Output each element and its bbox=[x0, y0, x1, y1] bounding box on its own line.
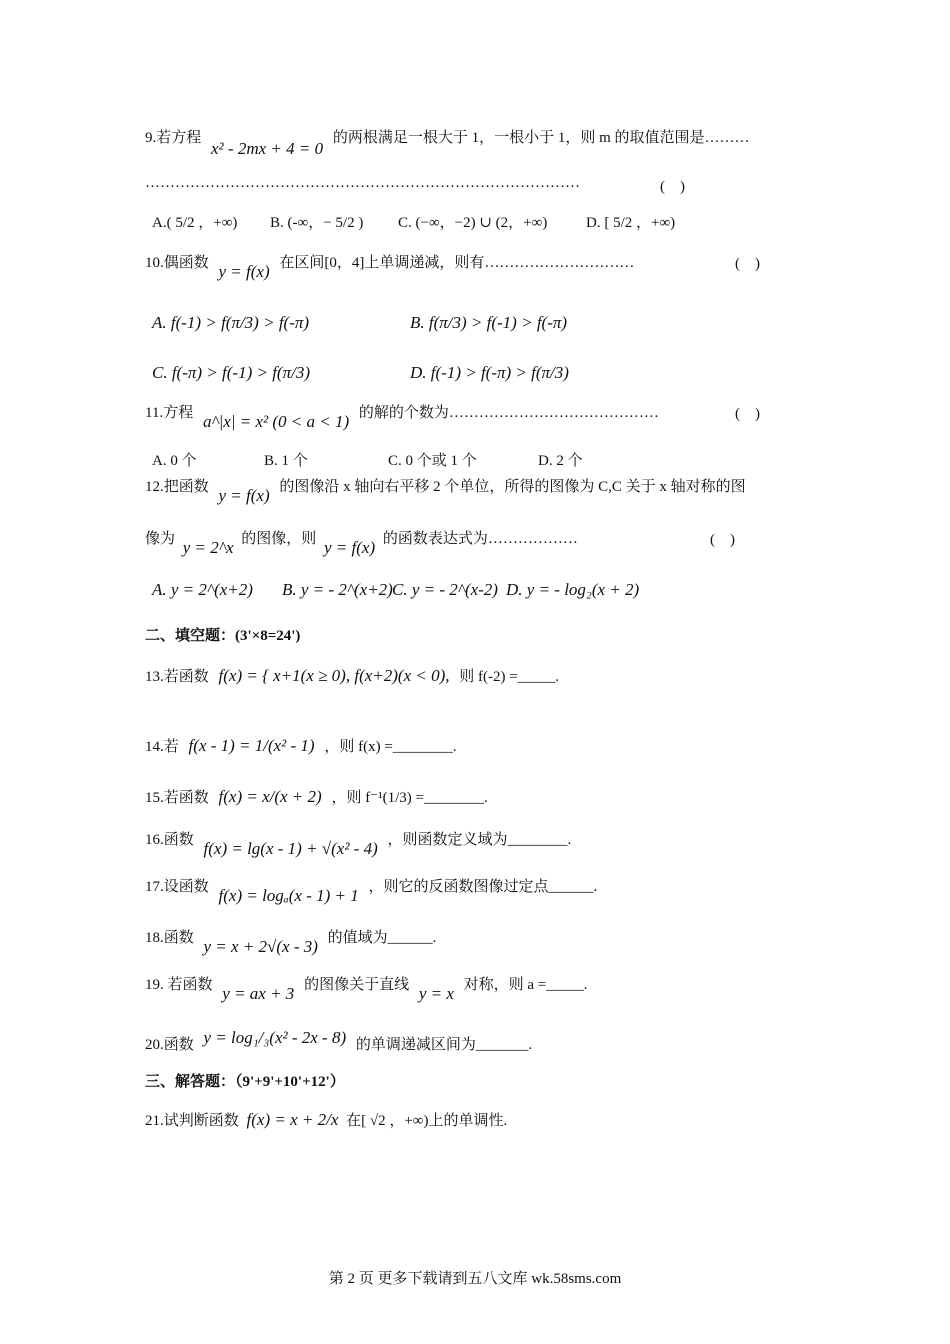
q12-option-a: A. y = 2^(x+2) bbox=[152, 580, 253, 599]
q10-equation: y = f(x) bbox=[218, 262, 270, 281]
q21-equation: f(x) = x + 2/x bbox=[246, 1110, 339, 1129]
q20-tail: 的单调递减区间为_______. bbox=[355, 1037, 533, 1053]
q19-equation-2: y = x bbox=[418, 984, 454, 1003]
q17 bbox=[145, 876, 598, 905]
q12-option-d: D. y = - log₂(x + 2) bbox=[506, 580, 640, 599]
q10-stem bbox=[145, 252, 635, 281]
q11-equation: a^|x| = x² (0 < a < 1) bbox=[202, 412, 350, 431]
q16-tail: ，则函数定义域为________. bbox=[387, 832, 572, 848]
q18-equation: y = x + 2√(x - 3) bbox=[203, 937, 318, 956]
q16 bbox=[145, 829, 572, 858]
q19-mid: 的图像关于直线 bbox=[304, 977, 410, 993]
q10-option-a: A. f(-1) > f(π/3) > f(-π) bbox=[152, 313, 310, 332]
q11-option-d: D. 2 个 bbox=[538, 453, 583, 469]
q13-tail: 则 f(-2) =_____. bbox=[459, 669, 559, 685]
q20-stem: 20.函数 bbox=[145, 1037, 194, 1053]
q12-stem-b: 的图像沿 x 轴向右平移 2 个单位，所得的图像为 C,C 关于 x 轴对称的图 bbox=[279, 479, 746, 495]
q19-stem: 19. 若函数 bbox=[145, 977, 213, 993]
q14-stem: 14.若 bbox=[145, 739, 179, 755]
q17-stem: 17.设函数 bbox=[145, 879, 209, 895]
q16-equation: f(x) = lg(x - 1) + √(x² - 4) bbox=[203, 839, 378, 858]
q10-option-c: C. f(-π) > f(-1) > f(π/3) bbox=[152, 363, 310, 382]
q19-tail: 对称，则 a =_____. bbox=[463, 977, 588, 993]
q12-equation-2: y = 2^x bbox=[182, 538, 234, 557]
q12-equation: y = f(x) bbox=[218, 486, 270, 505]
q11-option-c: C. 0 个或 1 个 bbox=[388, 453, 477, 469]
q21 bbox=[145, 1110, 507, 1131]
q12-equation-3: y = f(x) bbox=[324, 538, 376, 557]
q18 bbox=[145, 927, 437, 956]
q9-option-c: C. (−∞，−2) ∪ (2，+∞) bbox=[398, 215, 548, 231]
q12-option-c: C. y = - 2^(x-2) bbox=[392, 580, 498, 599]
q9-stem-b: 的两根满足一根大于 1，一根小于 1，则 m 的取值范围是……… bbox=[332, 130, 750, 146]
page-footer: 第 2 页 更多下载请到五八文库 wk.58sms.com bbox=[328, 1271, 622, 1287]
q17-equation: f(x) = logₐ(x - 1) + 1 bbox=[218, 886, 359, 905]
q15-stem: 15.若函数 bbox=[145, 790, 209, 806]
q9-option-a: A.( 5/2 ，+∞) bbox=[152, 215, 238, 231]
section-fill-in-heading: 二、填空题：(3'×8=24') bbox=[145, 628, 301, 644]
q11-option-b: B. 1 个 bbox=[264, 453, 308, 469]
q10-option-d: D. f(-1) > f(-π) > f(π/3) bbox=[410, 363, 569, 382]
q12-answer-paren: ( ) bbox=[710, 532, 735, 548]
q16-stem: 16.函数 bbox=[145, 832, 194, 848]
q21-tail: 在[ √2 ，+∞)上的单调性. bbox=[346, 1113, 508, 1129]
q17-tail: ，则它的反函数图像过定点______. bbox=[368, 879, 598, 895]
q9-stem bbox=[145, 127, 750, 158]
q20-equation: y = log₁/₃(x² - 2x - 8) bbox=[203, 1028, 347, 1047]
section-answer-heading: 三、解答题：（9'+9'+10'+12'） bbox=[145, 1074, 345, 1090]
q13-equation: f(x) = { x+1(x ≥ 0), f(x+2)(x < 0), bbox=[218, 666, 450, 685]
q11-option-a: A. 0 个 bbox=[152, 453, 197, 469]
q11-stem-b: 的解的个数为…………………………………… bbox=[358, 405, 659, 421]
q9-answer-paren: ( ) bbox=[660, 179, 685, 195]
q10-answer-paren: ( ) bbox=[735, 256, 760, 272]
q11-stem bbox=[145, 402, 659, 431]
q20 bbox=[145, 1028, 533, 1055]
q12-stem-a: 12.把函数 bbox=[145, 479, 209, 495]
q14-equation: f(x - 1) = 1/(x² - 1) bbox=[188, 736, 315, 755]
q9-option-d: D. [ 5/2 ，+∞) bbox=[586, 215, 676, 231]
q9-stem-a: 9.若方程 bbox=[145, 130, 202, 146]
q15 bbox=[145, 787, 488, 808]
q9-equation: x² - 2mx + 4 = 0 bbox=[211, 139, 324, 158]
q14 bbox=[145, 736, 457, 757]
q12-stem-line2 bbox=[145, 528, 578, 557]
q15-tail: ，则 f⁻¹(1/3) =________. bbox=[331, 790, 488, 806]
q12-stem-d: 的图像，则 bbox=[241, 531, 317, 547]
q19 bbox=[145, 974, 588, 1003]
q12-option-b: B. y = - 2^(x+2) bbox=[282, 580, 393, 599]
q10-option-b: B. f(π/3) > f(-1) > f(-π) bbox=[410, 313, 568, 332]
q11-stem-a: 11.方程 bbox=[145, 405, 194, 421]
q18-tail: 的值域为______. bbox=[327, 930, 437, 946]
q13 bbox=[145, 666, 559, 687]
q13-stem: 13.若函数 bbox=[145, 669, 209, 685]
q12-stem-e: 的函数表达式为……………… bbox=[382, 531, 578, 547]
q12-stem bbox=[145, 476, 746, 505]
q19-equation: y = ax + 3 bbox=[222, 984, 295, 1003]
q11-answer-paren: ( ) bbox=[735, 406, 760, 422]
q21-stem: 21.试判断函数 bbox=[145, 1113, 239, 1129]
q10-stem-a: 10.偶函数 bbox=[145, 255, 209, 271]
q15-equation: f(x) = x/(x + 2) bbox=[218, 787, 322, 806]
q14-tail: ，则 f(x) =________. bbox=[324, 739, 457, 755]
q9-dots: …………………………………………………………………………… bbox=[145, 175, 580, 191]
q12-stem-c: 像为 bbox=[145, 531, 176, 547]
q9-option-b: B. (-∞，− 5/2 ) bbox=[270, 215, 364, 231]
q18-stem: 18.函数 bbox=[145, 930, 194, 946]
q10-stem-b: 在区间[0，4]上单调递减，则有………………………… bbox=[279, 255, 635, 271]
